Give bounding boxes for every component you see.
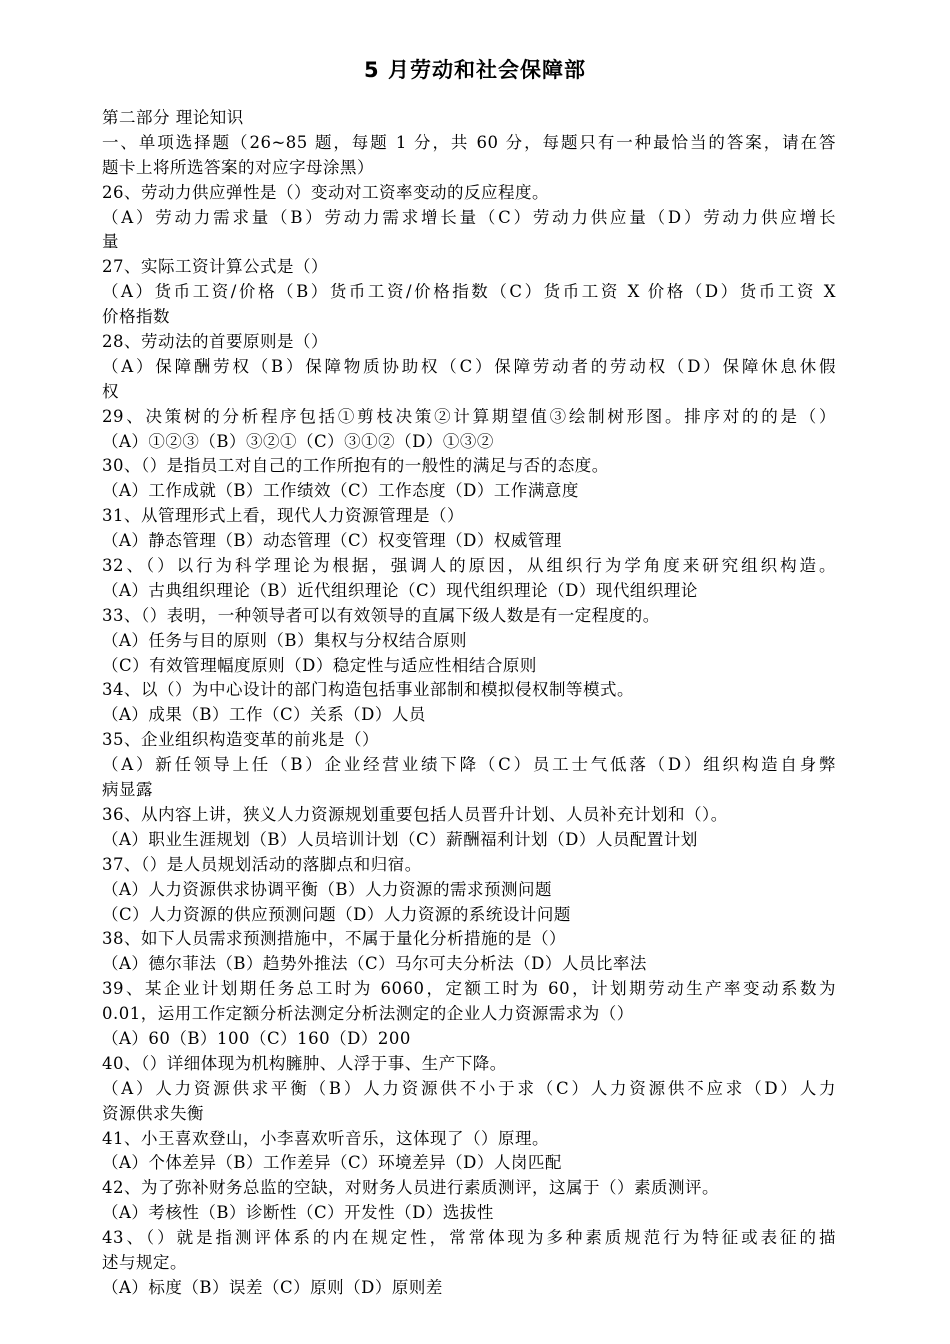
text-line: （A）成果（B）工作（C）关系（D）人员 — [102, 705, 426, 725]
text-line: （A）新任领导上任（B）企业经营业绩下降（C）员工士气低落（D）组织构造自身弊 — [102, 755, 836, 775]
text-line: （A）标度（B）误差（C）原则（D）原则差 — [102, 1277, 443, 1297]
text-line: 权 — [102, 381, 119, 401]
page-title: 5 月劳动和社会保障部 — [364, 58, 586, 82]
text-line: 37、（）是人员规划活动的落脚点和归宿。 — [102, 854, 422, 874]
text-line: （A）职业生涯规划（B）人员培训计划（C）薪酬福利计划（D）人员配置计划 — [102, 829, 698, 849]
text-line: 量 — [102, 232, 119, 252]
text-line: 26、劳动力供应弹性是（）变动对工资率变动的反应程度。 — [102, 182, 549, 202]
text-line: （A）60（B）100（C）160（D）200 — [102, 1028, 411, 1048]
text-line: （A）德尔菲法（B）趋势外推法（C）马尔可夫分析法（D）人员比率法 — [102, 954, 647, 974]
text-line: 40、（）详细体现为机构臃肿、人浮于事、生产下降。 — [102, 1053, 507, 1073]
text-line: （A）个体差异（B）工作差异（C）环境差异（D）人岗匹配 — [102, 1153, 562, 1173]
text-line: 资源供求失衡 — [102, 1103, 204, 1123]
text-line: 一、单项选择题（26~85 题，每题 1 分，共 60 分，每题只有一种最恰当的答案，请在答 — [102, 132, 836, 152]
document-body — [102, 106, 836, 1301]
text-line: 31、从管理形式上看，现代人力资源管理是（） — [102, 506, 464, 526]
text-line: 27、实际工资计算公式是（） — [102, 257, 328, 277]
text-line: 第二部分 理论知识 — [102, 108, 244, 127]
text-line: （C）有效管理幅度原则（D）稳定性与适应性相结合原则 — [102, 655, 537, 675]
text-line: （A）人力资源供求平衡（B）人力资源供不小于求（C）人力资源供不应求（D）人力 — [102, 1078, 836, 1098]
text-line: 38、如下人员需求预测措施中，不属于量化分析措施的是（） — [102, 929, 566, 949]
text-line: 32、（）以行为科学理论为根据，强调人的原因，从组织行为学角度来研究组织构造。 — [102, 556, 836, 576]
text-line: 题卡上将所选答案的对应字母涂黑） — [102, 157, 374, 177]
text-line: 28、劳动法的首要原则是（） — [102, 332, 328, 352]
text-line: 价格指数 — [102, 307, 170, 327]
text-line: （C）人力资源的供应预测问题（D）人力资源的系统设计问题 — [102, 904, 571, 924]
text-line: （A）古典组织理论（B）近代组织理论（C）现代组织理论（D）现代组织理论 — [102, 580, 698, 600]
text-line: （A）劳动力需求量（B）劳动力需求增长量（C）劳动力供应量（D）劳动力供应增长 — [102, 207, 836, 227]
text-line: （A）考核性（B）诊断性（C）开发性（D）选拔性 — [102, 1203, 494, 1223]
text-line: 30、（）是指员工对自己的工作所抱有的一般性的满足与否的态度。 — [102, 456, 609, 476]
text-line: 述与规定。 — [102, 1252, 187, 1272]
text-line: 34、以（）为中心设计的部门构造包括事业部制和模拟侵权制等模式。 — [102, 680, 634, 700]
text-line: 43、（）就是指测评体系的内在规定性，常常体现为多种素质规范行为特征或表征的描 — [102, 1228, 836, 1248]
text-line: 33、（）表明，一种领导者可以有效领导的直属下级人数是有一定程度的。 — [102, 605, 660, 625]
text-line: （A）任务与目的原则（B）集权与分权结合原则 — [102, 630, 468, 650]
text-line: 36、从内容上讲，狭义人力资源规划重要包括人员晋升计划、人员补充计划和（）。 — [102, 804, 728, 824]
text-line: 29、决策树的分析程序包括①剪枝决策②计算期望值③绘制树形图。排序对的的是（） — [102, 406, 836, 426]
text-line: 病显露 — [102, 780, 153, 800]
text-line: 35、企业组织构造变革的前兆是（） — [102, 730, 379, 750]
text-line: 39、某企业计划期任务总工时为 6060，定额工时为 60，计划期劳动生产率变动系数为 — [102, 979, 836, 999]
text-line: 42、为了弥补财务总监的空缺，对财务人员进行素质测评，这属于（）素质测评。 — [102, 1178, 719, 1198]
text-line: （A）人力资源供求协调平衡（B）人力资源的需求预测问题 — [102, 879, 553, 899]
text-line: （A）工作成就（B）工作绩效（C）工作态度（D）工作满意度 — [102, 481, 579, 501]
text-line: 0.01，运用工作定额分析法测定分析法测定的企业人力资源需求为（） — [102, 1004, 634, 1024]
text-line: 41、小王喜欢登山，小李喜欢听音乐，这体现了（）原理。 — [102, 1128, 549, 1148]
text-line: （A）静态管理（B）动态管理（C）权变管理（D）权威管理 — [102, 531, 562, 551]
text-line: （A）保障酬劳权（B）保障物质协助权（C）保障劳动者的劳动权（D）保障休息休假 — [102, 356, 836, 376]
text-line: （A）①②③（B）③②①（C）③①②（D）①③② — [102, 431, 494, 451]
text-line: （A）货币工资/价格（B）货币工资/价格指数（C）货币工资 X 价格（D）货币工资 X — [102, 282, 836, 302]
